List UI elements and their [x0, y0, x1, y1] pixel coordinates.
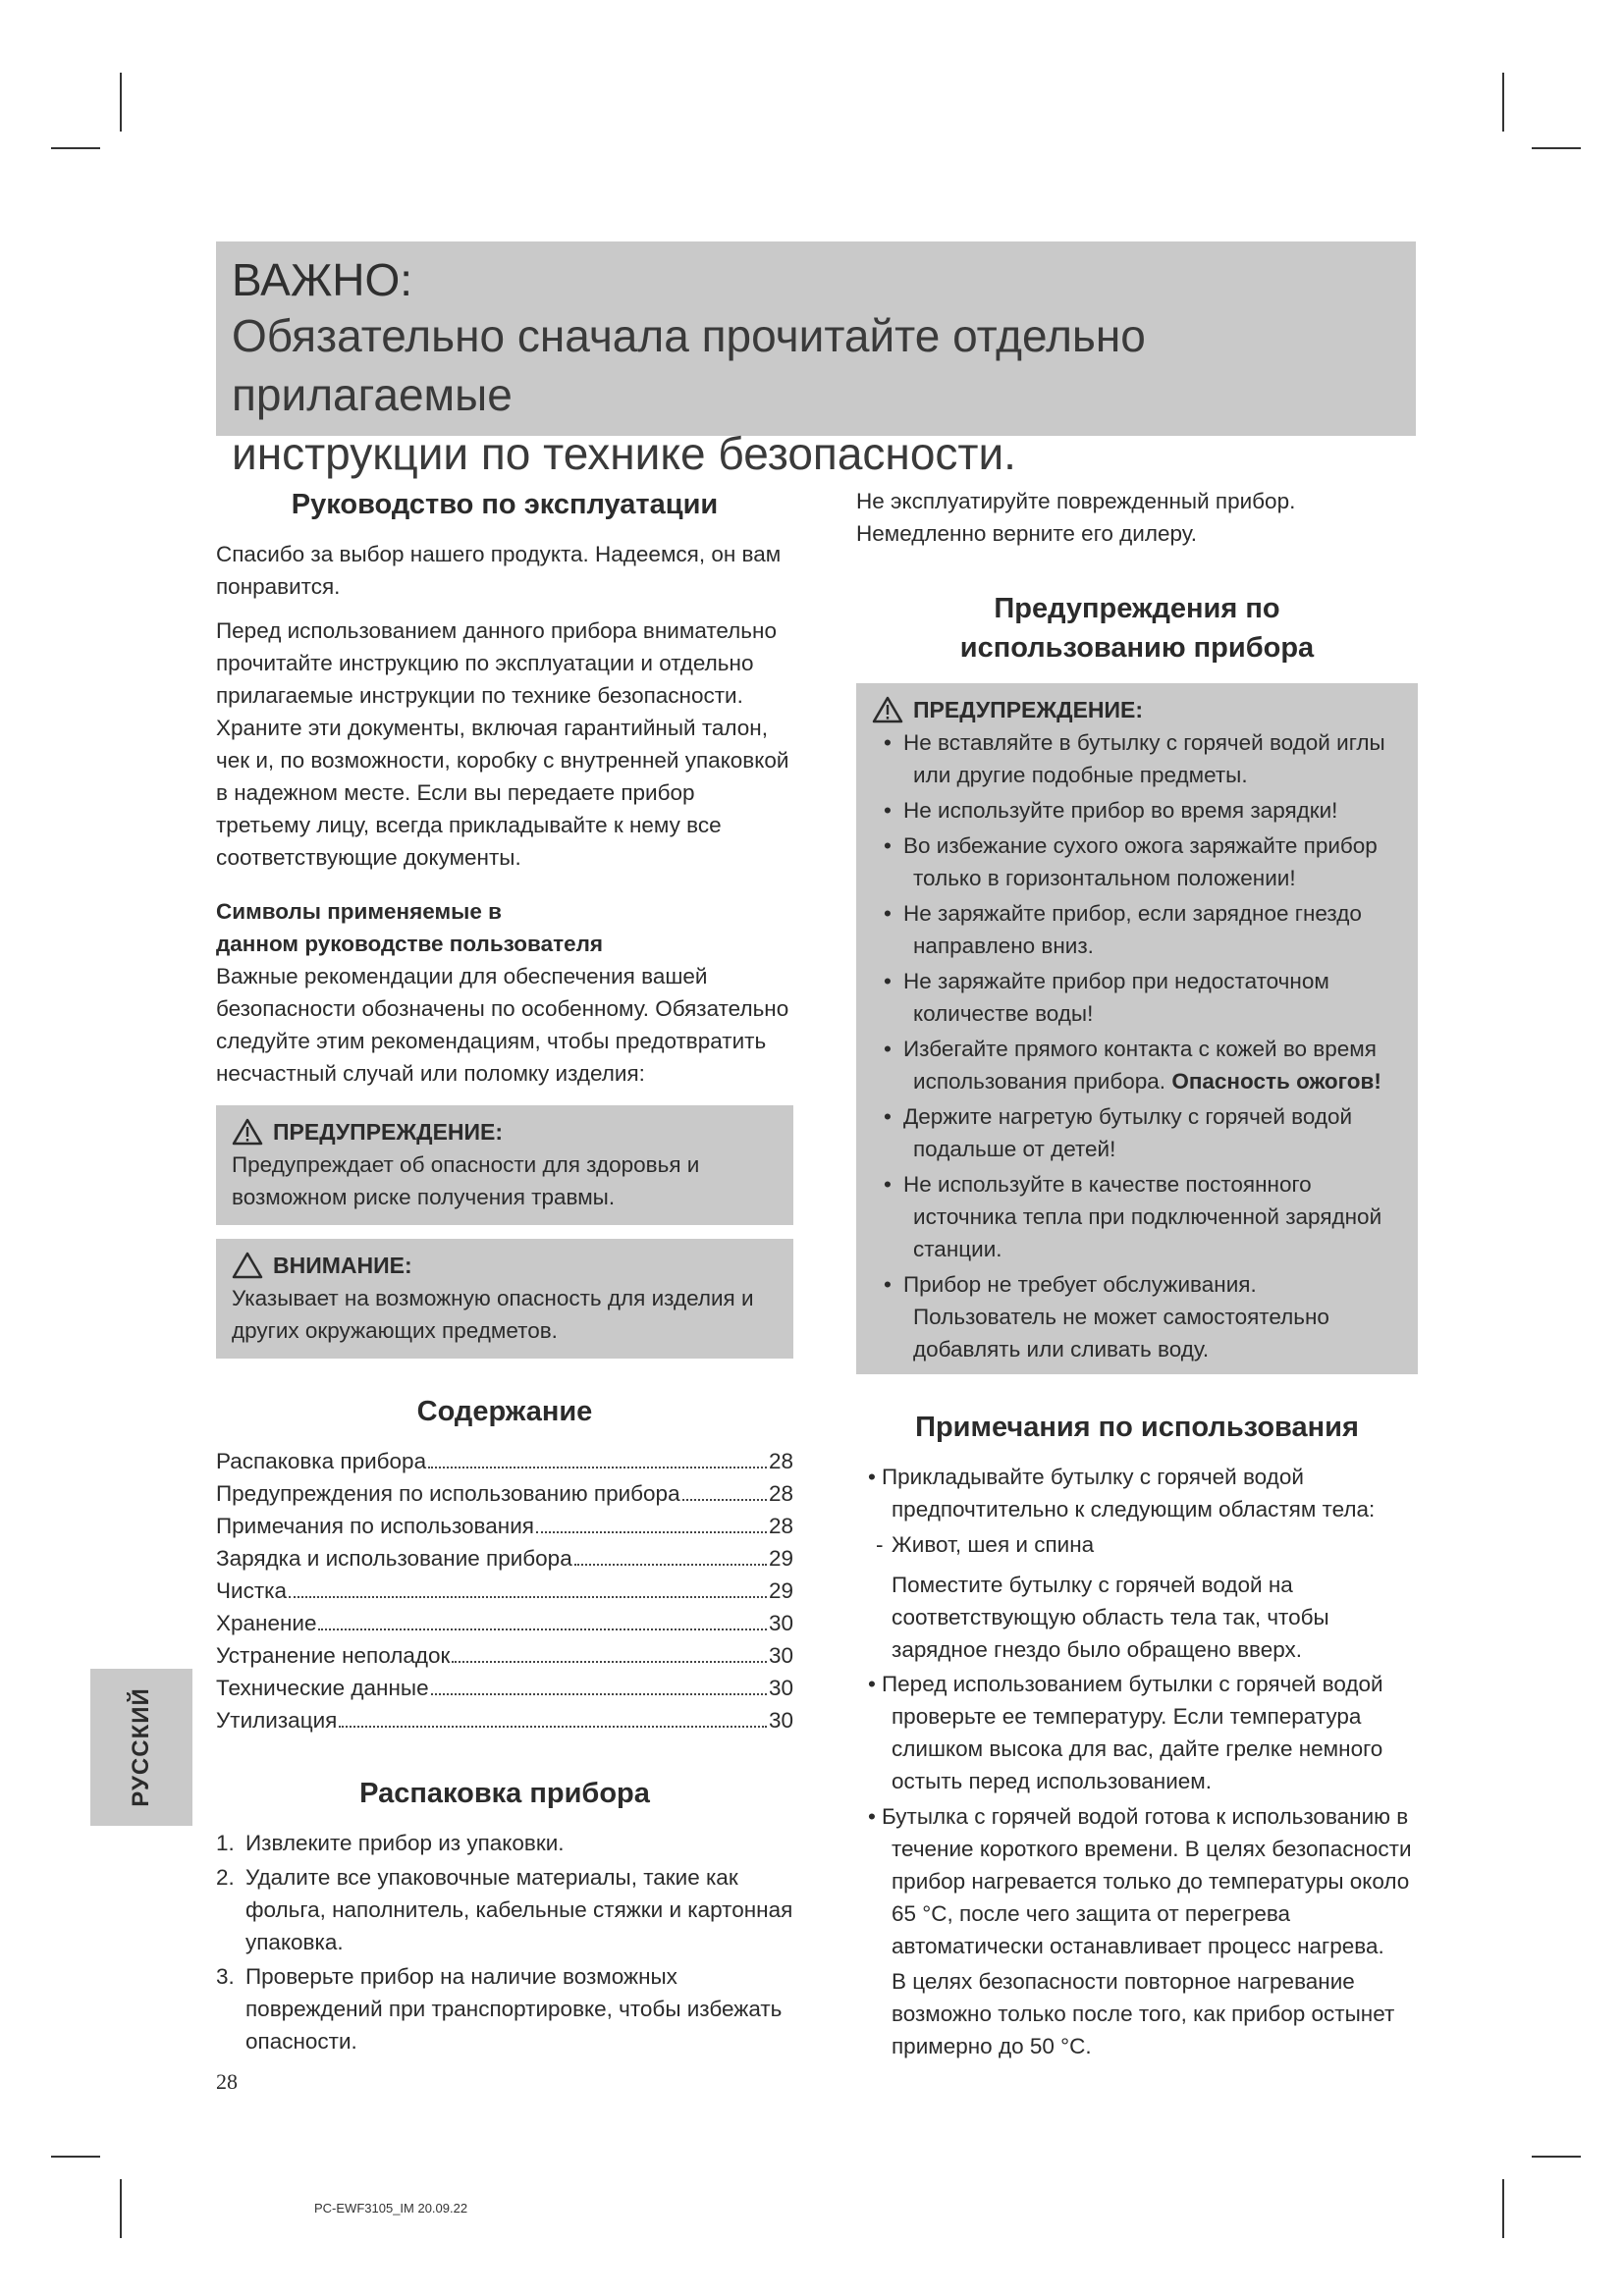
- symbols-heading: [216, 895, 793, 960]
- step-number: 2.: [216, 1865, 235, 1890]
- toc-leader: [431, 1672, 767, 1695]
- toc-row[interactable]: [216, 1575, 793, 1607]
- crop-mark: [51, 2156, 100, 2158]
- caution-text: Указывает на возможную опасность для изделия и других окружающих предметов.: [232, 1286, 754, 1343]
- list-item: • Не заряжайте прибор, если зарядное гнездо направлено вниз.: [872, 897, 1402, 962]
- toc-page: 29: [768, 1546, 793, 1571]
- warning-triangle-icon: [872, 696, 903, 723]
- toc-label: Примечания по использования: [216, 1514, 534, 1538]
- contents-list: [216, 1445, 793, 1736]
- crop-mark: [1532, 147, 1581, 149]
- warning-text: Предупреждает об опасности для здоровья и возможном риске получения травмы.: [232, 1152, 700, 1209]
- toc-row[interactable]: [216, 1477, 793, 1510]
- toc-leader: [452, 1639, 767, 1663]
- toc-label: Технические данные: [216, 1676, 429, 1700]
- list-item: • Не вставляйте в бутылку с горячей водой иглы или другие подобные предметы.: [872, 726, 1402, 791]
- toc-leader: [339, 1704, 767, 1728]
- list-item: [872, 1033, 1402, 1097]
- reheat-note: В целях безопасности повторное нагревание возможно только после того, как прибор остынет примерно до 50 °C.: [892, 1969, 1395, 2058]
- toc-label: Устранение неполадок: [216, 1643, 451, 1668]
- list-item: • Не используйте прибор во время зарядки!: [872, 794, 1402, 827]
- step-text: Проверьте прибор на наличие возможных повреждений при транспортировке, чтобы избежать опасности.: [245, 1964, 783, 2054]
- toc-page: 29: [768, 1578, 793, 1603]
- left-column: [216, 485, 793, 2059]
- list-item: • Не используйте в качестве постоянного источника тепла при подключенной зарядной станции.: [872, 1168, 1402, 1265]
- step-text: Удалите все упаковочные материалы, такие как фольга, наполнитель, кабельные стяжки и картонная упаковка.: [245, 1865, 793, 1954]
- toc-label: Зарядка и использование прибора: [216, 1546, 572, 1571]
- step-number: 3.: [216, 1964, 235, 1989]
- toc-row[interactable]: [216, 1607, 793, 1639]
- list-item: • Во избежание сухого ожога заряжайте прибор только в горизонтальном положении!: [872, 829, 1402, 894]
- toc-page: 30: [768, 1708, 793, 1733]
- caution-header: [232, 1249, 778, 1282]
- note-text: Прикладывайте бутылку с горячей водой предпочтительно к следующим областям тела:: [882, 1465, 1376, 1522]
- list-item: • Не заряжайте прибор при недостаточном количестве воды!: [872, 965, 1402, 1030]
- toc-page: 28: [768, 1449, 793, 1473]
- usage-warning-header: [872, 693, 1402, 726]
- usage-notes-list: [856, 1461, 1418, 1525]
- step-number: 1.: [216, 1831, 235, 1855]
- usage-warning-list: [872, 726, 1402, 1365]
- toc-leader: [318, 1607, 766, 1630]
- warning-triangle-icon: [232, 1118, 263, 1146]
- warning-header: [232, 1115, 778, 1148]
- burn-danger-text: Опасность ожогов!: [1171, 1069, 1381, 1094]
- toc-leader: [289, 1575, 767, 1598]
- list-item: [216, 1827, 793, 1859]
- notes-heading: Примечания по использования: [915, 1412, 1359, 1443]
- usage-notes-list-2: [856, 1668, 1418, 1962]
- toc-row[interactable]: [216, 1445, 793, 1477]
- unpacking-heading: Распаковка прибора: [359, 1778, 650, 1809]
- step-text: Извлеките прибор из упаковки.: [245, 1831, 565, 1855]
- damaged-device-note: Не эксплуатируйте поврежденный прибор. Немедленно верните его дилеру.: [856, 489, 1296, 546]
- caution-label: ВНИМАНИЕ:: [273, 1253, 412, 1278]
- usage-warning-label: ПРЕДУПРЕЖДЕНИЕ:: [913, 697, 1144, 722]
- warning-label: ПРЕДУПРЕЖДЕНИЕ:: [273, 1119, 504, 1145]
- page-number: 28: [216, 2069, 238, 2094]
- toc-page: 30: [768, 1643, 793, 1668]
- toc-page: 28: [768, 1514, 793, 1538]
- list-item: [216, 1960, 793, 2057]
- crop-mark: [120, 2179, 122, 2238]
- toc-page: 30: [768, 1611, 793, 1635]
- crop-mark: [1502, 2179, 1504, 2238]
- toc-row[interactable]: [216, 1639, 793, 1672]
- warning-box: [216, 1105, 793, 1225]
- symbols-heading-line-2: данном руководстве пользователя: [216, 932, 604, 956]
- list-item: • Держите нагретую бутылку с горячей водой подальше от детей!: [872, 1100, 1402, 1165]
- list-item: [856, 1461, 1418, 1525]
- banner-title: ВАЖНО:: [232, 254, 413, 305]
- manual-body: Перед использованием данного прибора внимательно прочитайте инструкцию по эксплуатации и отдельно прилагаемые инструкции по технике безопасности. Храните эти документы, включая гарантийный талон, чек и, по возможности, коробку с внутренней упаковкой в надежном месте. Если вы передаете прибор третьему лицу, всегда прикладывайте к нему все соответствующие документы.: [216, 618, 789, 870]
- list-item: • Бутылка с горячей водой готова к использованию в течение короткого времени. В целях безопасности прибор нагревается только до температуры около 65 °C, после чего защита от перегрева автоматически останавливает процесс нагрева.: [856, 1800, 1418, 1962]
- caution-triangle-icon: [232, 1252, 263, 1279]
- warnings-heading: [856, 589, 1418, 667]
- unpacking-steps: [216, 1827, 793, 2057]
- symbols-heading-line-1: Символы применяемые в: [216, 899, 502, 924]
- contents-heading: Содержание: [416, 1396, 593, 1427]
- toc-row[interactable]: [216, 1542, 793, 1575]
- toc-label: Предупреждения по использованию прибора: [216, 1481, 680, 1506]
- banner-line-2: инструкции по технике безопасности.: [232, 428, 1016, 479]
- caution-box: [216, 1239, 793, 1359]
- toc-leader: [428, 1445, 767, 1468]
- toc-label: Утилизация: [216, 1708, 338, 1733]
- banner-line-1: Обязательно сначала прочитайте отдельно прилагаемые: [232, 310, 1146, 420]
- toc-leader: [536, 1510, 767, 1533]
- toc-row[interactable]: [216, 1672, 793, 1704]
- toc-label: Распаковка прибора: [216, 1449, 427, 1473]
- toc-label: Хранение: [216, 1611, 317, 1635]
- toc-leader: [574, 1542, 767, 1566]
- list-item: [216, 1861, 793, 1958]
- warnings-heading-line-1: Предупреждения по: [994, 593, 1280, 624]
- toc-row[interactable]: [216, 1510, 793, 1542]
- toc-label: Чистка: [216, 1578, 287, 1603]
- language-tab: [90, 1669, 192, 1826]
- body-areas-item: - Живот, шея и спина: [856, 1528, 1418, 1561]
- manual-intro: Спасибо за выбор нашего продукта. Надеемся, он вам понравится.: [216, 542, 782, 599]
- toc-page: 30: [768, 1676, 793, 1700]
- manual-heading: Руководство по эксплуатации: [291, 489, 719, 520]
- usage-warnings-box: [856, 683, 1418, 1374]
- toc-leader: [682, 1477, 767, 1501]
- toc-page: 28: [768, 1481, 793, 1506]
- list-item: • Прибор не требует обслуживания. Пользователь не может самостоятельно добавлять или сливать воду.: [872, 1268, 1402, 1365]
- symbols-text: Важные рекомендации для обеспечения вашей безопасности обозначены по особенному. Обязательно следуйте этим рекомендациям, чтобы предотвратить несчастный случай или поломку изделия:: [216, 964, 789, 1086]
- placement-note: Поместите бутылку с горячей водой на соответствующую область тела так, чтобы зарядное гнездо было обращено вверх.: [892, 1573, 1329, 1662]
- print-footer: PC-EWF3105_IM 20.09.22: [314, 2201, 468, 2216]
- crop-mark: [1532, 2156, 1581, 2158]
- toc-row[interactable]: [216, 1704, 793, 1736]
- warnings-heading-line-2: использованию прибора: [959, 632, 1315, 664]
- right-column: [856, 485, 1418, 2064]
- list-item-text: Избегайте прямого контакта с кожей во время использования прибора.: [903, 1037, 1377, 1094]
- crop-mark: [1502, 73, 1504, 132]
- language-tab-label: РУССКИЙ: [128, 1687, 154, 1807]
- list-item: • Перед использованием бутылки с горячей водой проверьте ее температуру. Если температура слишком высока для вас, дайте грелке немного остыть перед использованием.: [856, 1668, 1418, 1797]
- crop-mark: [51, 147, 100, 149]
- important-banner: [216, 241, 1416, 479]
- crop-mark: [120, 73, 122, 132]
